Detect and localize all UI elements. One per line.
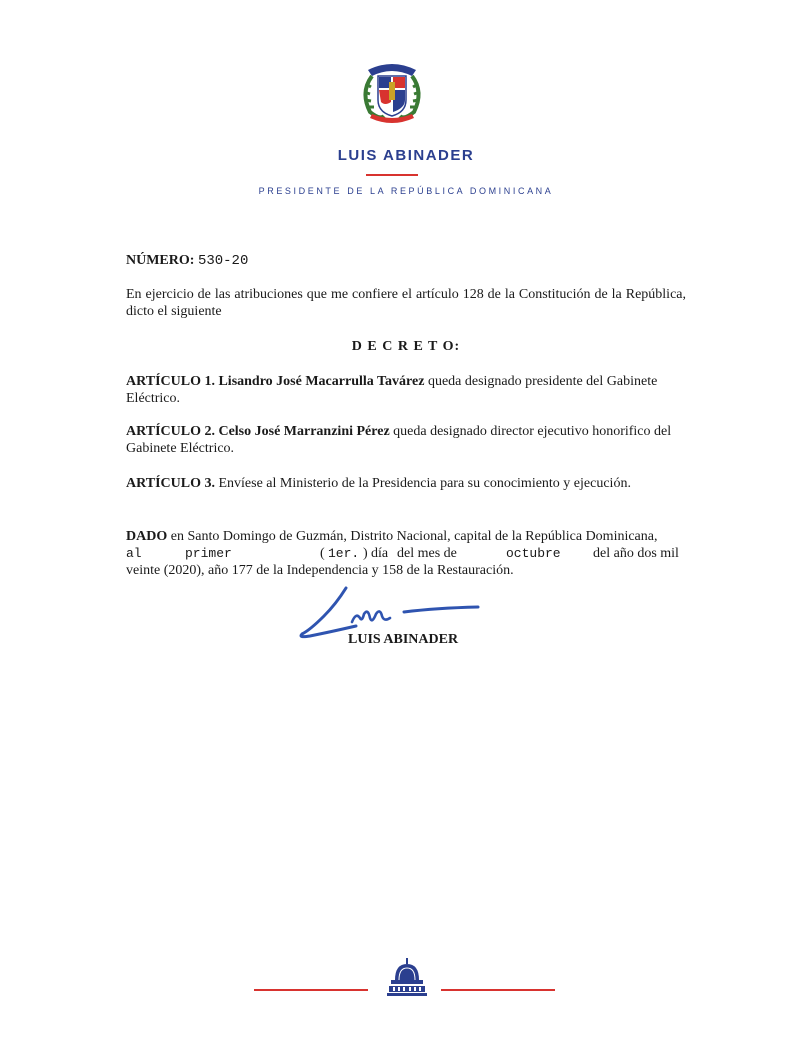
article-3-text: Envíese al Ministerio de la Presidencia para su conocimiento y ejecución. <box>218 476 631 491</box>
preamble-paragraph: En ejercicio de las atribuciones que me confiere el artículo 128 de la Constitución de la República, dicto el siguiente <box>126 287 686 319</box>
article-1-text: queda designado presidente del Gabinete Eléctrico. <box>126 374 658 406</box>
article-1 <box>126 373 686 407</box>
article-2-label: ARTÍCULO 2. <box>126 424 215 439</box>
closing-line-1 <box>126 528 688 545</box>
article-2-name: Celso José Marranzini Pérez <box>218 424 390 439</box>
decree-heading: D E C R E T O: <box>351 339 461 354</box>
decree-number-label: NÚMERO: <box>126 253 195 268</box>
text-del-ano: del año dos mil <box>593 546 679 561</box>
decree-number <box>126 252 248 270</box>
closing-place-text: en Santo Domingo de Guzmán, Distrito Nacional, capital de la República Dominicana, <box>170 529 658 544</box>
article-3 <box>126 475 686 492</box>
text-del-mes: del mes de <box>397 546 457 561</box>
article-1-name: Lisandro José Macarrulla Tavárez <box>218 374 425 389</box>
article-1-label: ARTÍCULO 1. <box>126 374 215 389</box>
text-dia: día <box>371 546 389 561</box>
coat-of-arms-emblem <box>354 56 430 128</box>
national-palace-dome-icon <box>385 958 429 998</box>
footer-line-right <box>441 989 555 991</box>
paren-open: ( <box>320 546 325 561</box>
dado-label: DADO <box>126 529 168 544</box>
article-3-label: ARTÍCULO 3. <box>126 476 215 491</box>
blank-al: al <box>126 546 142 561</box>
closing-line-2 <box>126 545 688 563</box>
signatory-name: LUIS ABINADER <box>348 632 459 647</box>
blank-day-word: primer <box>185 546 232 561</box>
footer-line-left <box>254 989 368 991</box>
header-divider <box>366 174 418 176</box>
article-2-text: queda designado director ejecutivo honorifico del Gabinete Eléctrico. <box>126 424 672 456</box>
paren-close: ) <box>363 546 368 561</box>
blank-day-number: 1er. <box>328 546 360 561</box>
header-president-title: PRESIDENTE DE LA REPÚBLICA DOMINICANA <box>258 186 554 196</box>
blank-month: octubre <box>506 546 561 561</box>
closing-line-3: veinte (2020), año 177 de la Independencia y 158 de la Restauración. <box>126 563 514 578</box>
header-president-name: LUIS ABINADER <box>337 147 475 164</box>
decree-number-value: 530-20 <box>197 253 249 269</box>
article-2 <box>126 423 686 457</box>
